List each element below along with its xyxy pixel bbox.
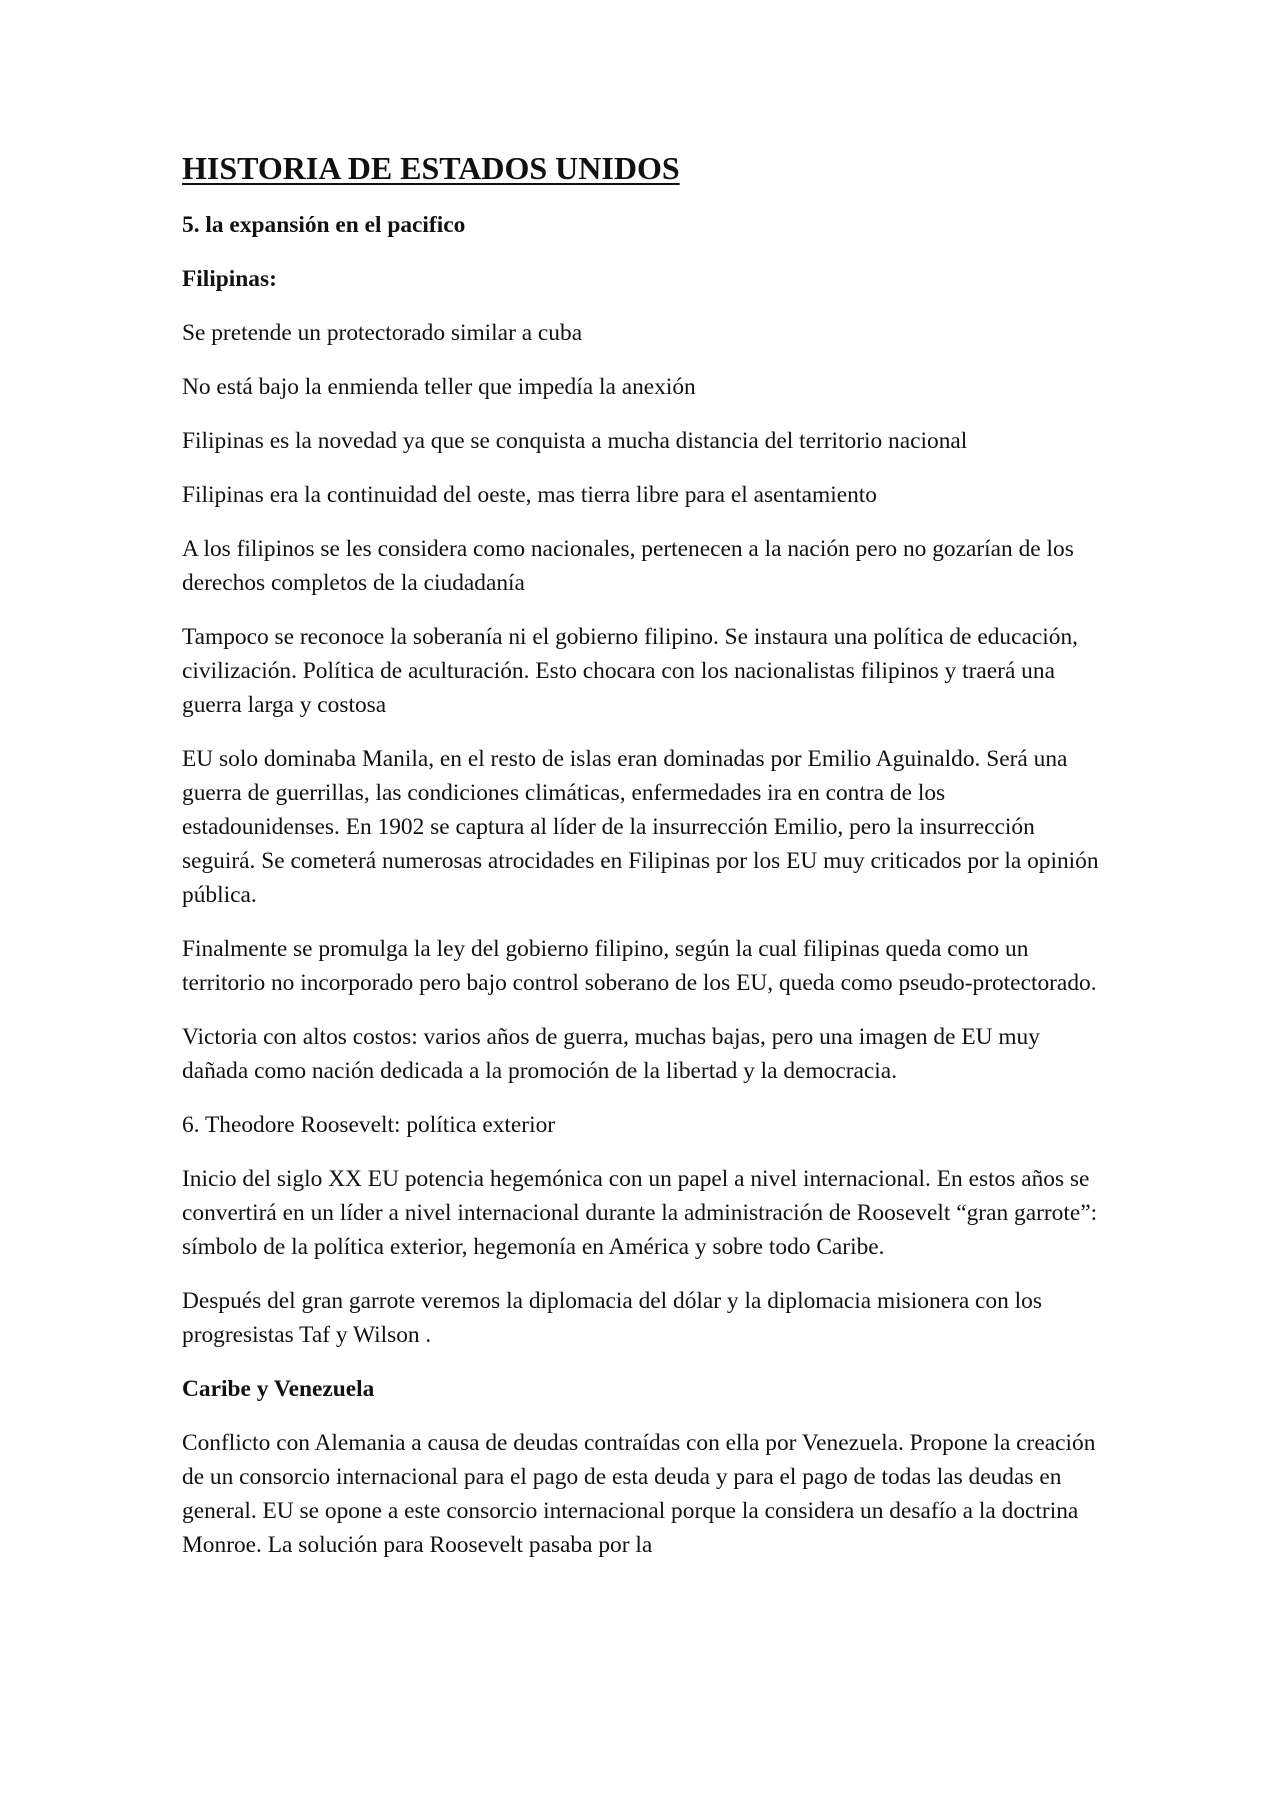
subheading-filipinas: Filipinas: [182,266,277,292]
paragraph: A los filipinos se les considera como nacionales, pertenecen a la nación pero no gozarían de los derechos completos de la ciudadanía [182,536,1074,596]
paragraph: Victoria con altos costos: varios años de guerra, muchas bajas, pero una imagen de EU muy dañada como nación dedicada a la promoción de la libertad y la democracia. [182,1024,1040,1084]
paragraph: Filipinas es la novedad ya que se conquista a mucha distancia del territorio nacional [182,428,968,454]
subheading-caribe-venezuela: Caribe y Venezuela [182,1376,375,1402]
paragraph: EU solo dominaba Manila, en el resto de islas eran dominadas por Emilio Aguinaldo. Será una guerra de guerrillas, las condiciones climáticas, enfermedades ira en contra de los estadounidenses. En 1902 se captura al líder de la insurrección Emilio, pero la insurrección seguirá. Se cometerá numerosas atrocidades en Filipinas por los EU muy criticados por la opinión pública. [182,746,1099,908]
paragraph: Tampoco se reconoce la soberanía ni el gobierno filipino. Se instaura una política de educación, civilización. Política de aculturación. Esto chocara con los nacionalistas filipinos y traerá una guerra larga y costosa [182,624,1078,718]
paragraph: Después del gran garrote veremos la diplomacia del dólar y la diplomacia misionera con los progresistas Taf y Wilson . [182,1288,1042,1348]
paragraph: Inicio del siglo XX EU potencia hegemónica con un papel a nivel internacional. En estos años se convertirá en un líder a nivel internacional durante la administración de Roosevelt “gran garrote”: símbolo de la política exterior, hegemonía en América y sobre todo Caribe. [182,1166,1098,1260]
paragraph: Filipinas era la continuidad del oeste, mas tierra libre para el asentamiento [182,482,877,508]
paragraph: Finalmente se promulga la ley del gobierno filipino, según la cual filipinas queda como un territorio no incorporado pero bajo control soberano de los EU, queda como pseudo-protectorado. [182,936,1097,996]
section-heading-expansion: 5. la expansión en el pacifico [182,212,466,238]
paragraph: No está bajo la enmienda teller que impedía la anexión [182,374,696,400]
paragraph: Conflicto con Alemania a causa de deudas contraídas con ella por Venezuela. Propone la creación de un consorcio internacional para el pago de esta deuda y para el pago de todas las deudas en general. EU se opone a este consorcio internacional porque la considera un desafío a la doctrina Monroe. La solución para Roosevelt pasaba por la [182,1430,1096,1558]
paragraph: Se pretende un protectorado similar a cuba [182,320,583,346]
document-page [182,148,1102,1582]
section-heading-roosevelt: 6. Theodore Roosevelt: política exterior [182,1112,556,1138]
document-title: HISTORIA DE ESTADOS UNIDOS [182,150,680,186]
